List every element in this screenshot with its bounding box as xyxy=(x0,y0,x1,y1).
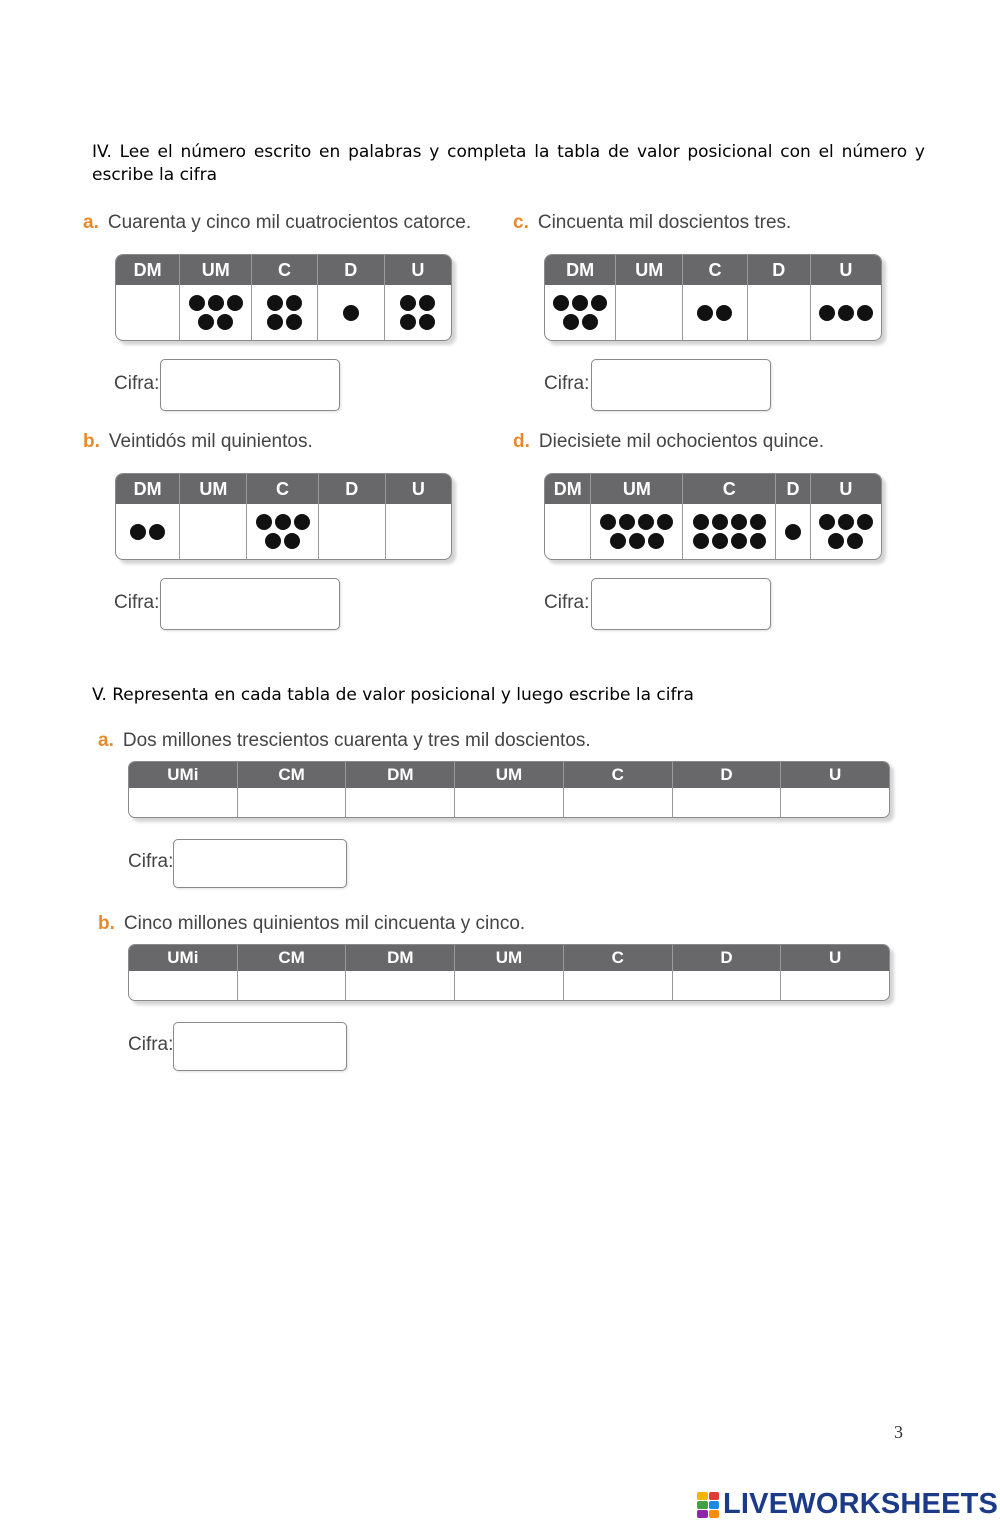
counter-dot xyxy=(629,533,645,549)
column-header: D xyxy=(318,255,384,285)
counter-dot xyxy=(419,314,435,330)
question-4b xyxy=(83,431,313,453)
cifra-label: Cifra: xyxy=(114,592,160,613)
counter-dot xyxy=(857,514,873,530)
answer-cell[interactable] xyxy=(781,971,889,1000)
counter-dot xyxy=(610,533,626,549)
counter-dot xyxy=(716,305,732,321)
answer-cell[interactable] xyxy=(455,971,563,1000)
cifra-answer-box-4b[interactable] xyxy=(160,578,340,630)
column-header: DM xyxy=(346,762,454,788)
counter-dot xyxy=(572,295,588,311)
column-header: UM xyxy=(180,474,246,504)
column-header: D xyxy=(776,474,810,504)
column-header: CM xyxy=(238,945,346,971)
question-letter: b. xyxy=(83,431,100,452)
question-letter: a. xyxy=(83,212,99,233)
logo-square xyxy=(697,1492,708,1500)
question-letter: d. xyxy=(513,431,530,452)
counter-dot xyxy=(265,533,281,549)
column-header: UMi xyxy=(129,945,237,971)
table-column xyxy=(247,474,318,559)
counter-dot xyxy=(130,524,146,540)
cifra-label: Cifra: xyxy=(128,851,174,872)
dot-cell xyxy=(318,285,384,340)
logo-square xyxy=(709,1492,720,1500)
table-column xyxy=(346,762,455,817)
dot-cell xyxy=(180,504,246,559)
table-column xyxy=(180,255,252,340)
question-letter: a. xyxy=(98,730,114,751)
counter-dot xyxy=(563,314,579,330)
table-column xyxy=(129,762,238,817)
question-text: Veintidós mil quinientos. xyxy=(108,431,313,452)
table-column xyxy=(116,474,180,559)
cifra-answer-box-4a[interactable] xyxy=(160,359,340,411)
dot-cell xyxy=(776,504,810,559)
table-column xyxy=(673,762,782,817)
column-header: C xyxy=(252,255,316,285)
place-value-table-4a xyxy=(115,254,452,341)
counter-dot xyxy=(400,295,416,311)
question-letter: c. xyxy=(513,212,529,233)
column-header: UM xyxy=(616,255,682,285)
column-header: DM xyxy=(116,474,179,504)
counter-dot xyxy=(286,295,302,311)
page-number: 3 xyxy=(894,1422,903,1442)
column-header: CM xyxy=(238,762,346,788)
counter-dot xyxy=(208,295,224,311)
answer-cell[interactable] xyxy=(346,971,454,1000)
column-header: D xyxy=(673,762,781,788)
table-column xyxy=(238,762,347,817)
table-column xyxy=(180,474,247,559)
counter-dot xyxy=(838,305,854,321)
answer-cell[interactable] xyxy=(455,788,563,817)
table-column xyxy=(673,945,782,1000)
question-4c xyxy=(513,212,791,234)
column-header: U xyxy=(386,474,451,504)
dot-cell xyxy=(116,285,179,340)
counter-dot xyxy=(189,295,205,311)
table-column xyxy=(385,255,451,340)
table-column xyxy=(683,255,747,340)
counter-dot xyxy=(697,305,713,321)
question-text: Diecisiete mil ochocientos quince. xyxy=(538,431,825,452)
section-5-instruction: V. Representa en cada tabla de valor posicional y luego escribe la cifra xyxy=(92,685,694,705)
section-4-instruction: IV. Lee el número escrito en palabras y completa la tabla de valor posicional con el número y escribe la cifra xyxy=(92,142,925,185)
table-column xyxy=(811,474,881,559)
column-header: C xyxy=(683,474,775,504)
column-header: DM xyxy=(346,945,454,971)
dot-cell xyxy=(385,285,451,340)
column-header: DM xyxy=(545,474,590,504)
question-text: Dos millones trescientos cuarenta y tres mil doscientos. xyxy=(122,730,591,751)
table-column xyxy=(776,474,811,559)
counter-dot xyxy=(693,533,709,549)
table-column xyxy=(455,945,564,1000)
table-column xyxy=(564,945,673,1000)
place-value-table-5b xyxy=(128,944,890,1001)
question-4d xyxy=(513,431,824,453)
dot-cell xyxy=(116,504,179,559)
answer-cell[interactable] xyxy=(564,788,672,817)
table-column xyxy=(319,474,386,559)
counter-dot xyxy=(217,314,233,330)
table-column xyxy=(386,474,451,559)
liveworksheets-logo xyxy=(697,1488,998,1521)
logo-square xyxy=(697,1501,708,1509)
answer-cell[interactable] xyxy=(781,788,889,817)
dot-cell xyxy=(252,285,316,340)
table-column xyxy=(252,255,317,340)
question-5a xyxy=(98,730,591,752)
column-header: DM xyxy=(545,255,615,285)
dot-cell xyxy=(545,285,615,340)
dot-cell xyxy=(247,504,317,559)
question-text: Cincuenta mil doscientos tres. xyxy=(537,212,792,233)
dot-cell xyxy=(180,285,251,340)
dot-cell xyxy=(811,504,881,559)
dot-cell xyxy=(386,504,451,559)
column-header: UM xyxy=(455,945,563,971)
cifra-label: Cifra: xyxy=(544,592,590,613)
cifra-answer-box-4d[interactable] xyxy=(591,578,771,630)
table-column xyxy=(346,945,455,1000)
column-header: UM xyxy=(591,474,682,504)
counter-dot xyxy=(591,295,607,311)
place-value-table-5a xyxy=(128,761,890,818)
logo-square xyxy=(709,1501,720,1509)
table-column xyxy=(318,255,385,340)
dot-cell xyxy=(748,285,810,340)
dot-cell xyxy=(319,504,385,559)
table-column xyxy=(811,255,881,340)
logo-text: LIVEWORKSHEETS xyxy=(723,1488,999,1520)
question-text: Cinco millones quinientos mil cincuenta y cinco. xyxy=(123,913,526,934)
column-header: UM xyxy=(180,255,251,285)
dot-cell xyxy=(683,504,775,559)
logo-square xyxy=(697,1510,708,1518)
counter-dot xyxy=(693,514,709,530)
counter-dot xyxy=(648,533,664,549)
table-column xyxy=(616,255,683,340)
place-value-table-4c xyxy=(544,254,882,341)
counter-dot xyxy=(267,295,283,311)
counter-dot xyxy=(785,524,801,540)
dot-cell xyxy=(683,285,746,340)
column-header: U xyxy=(811,255,881,285)
counter-dot xyxy=(657,514,673,530)
table-column xyxy=(781,945,889,1000)
counter-dot xyxy=(284,533,300,549)
cifra-answer-box-4c[interactable] xyxy=(591,359,771,411)
column-header: C xyxy=(683,255,746,285)
counter-dot xyxy=(838,514,854,530)
counter-dot xyxy=(750,514,766,530)
counter-dot xyxy=(198,314,214,330)
counter-dot xyxy=(819,514,835,530)
column-header: U xyxy=(781,945,889,971)
counter-dot xyxy=(149,524,165,540)
counter-dot xyxy=(857,305,873,321)
column-header: UM xyxy=(455,762,563,788)
table-column xyxy=(129,945,238,1000)
counter-dot xyxy=(731,514,747,530)
counter-dot xyxy=(294,514,310,530)
answer-cell[interactable] xyxy=(673,971,781,1000)
dot-cell xyxy=(616,285,682,340)
counter-dot xyxy=(712,514,728,530)
counter-dot xyxy=(638,514,654,530)
counter-dot xyxy=(400,314,416,330)
cifra-answer-box-5b[interactable] xyxy=(173,1022,347,1071)
counter-dot xyxy=(582,314,598,330)
counter-dot xyxy=(343,305,359,321)
counter-dot xyxy=(419,295,435,311)
column-header: D xyxy=(673,945,781,971)
counter-dot xyxy=(619,514,635,530)
column-header: D xyxy=(748,255,810,285)
table-column xyxy=(591,474,683,559)
column-header: U xyxy=(781,762,889,788)
counter-dot xyxy=(553,295,569,311)
table-column xyxy=(545,255,616,340)
table-column xyxy=(683,474,776,559)
question-5b xyxy=(98,913,525,935)
counter-dot xyxy=(828,533,844,549)
counter-dot xyxy=(227,295,243,311)
question-letter: b. xyxy=(98,913,115,934)
table-column xyxy=(238,945,347,1000)
cifra-label: Cifra: xyxy=(114,373,160,394)
logo-square xyxy=(709,1510,720,1518)
column-header: UMi xyxy=(129,762,237,788)
dot-cell xyxy=(545,504,590,559)
counter-dot xyxy=(819,305,835,321)
question-4a xyxy=(83,212,471,234)
place-value-table-4b xyxy=(115,473,452,560)
table-column xyxy=(545,474,591,559)
column-header: C xyxy=(247,474,317,504)
answer-cell[interactable] xyxy=(673,788,781,817)
counter-dot xyxy=(731,533,747,549)
column-header: C xyxy=(564,945,672,971)
dot-cell xyxy=(811,285,881,340)
counter-dot xyxy=(600,514,616,530)
table-column xyxy=(748,255,811,340)
column-header: DM xyxy=(116,255,179,285)
counter-dot xyxy=(750,533,766,549)
counter-dot xyxy=(847,533,863,549)
counter-dot xyxy=(712,533,728,549)
column-header: D xyxy=(319,474,385,504)
answer-cell[interactable] xyxy=(564,971,672,1000)
table-column xyxy=(116,255,180,340)
answer-cell[interactable] xyxy=(346,788,454,817)
counter-dot xyxy=(286,314,302,330)
cifra-answer-box-5a[interactable] xyxy=(173,839,347,888)
counter-dot xyxy=(256,514,272,530)
dot-cell xyxy=(591,504,682,559)
table-column xyxy=(781,762,889,817)
column-header: U xyxy=(811,474,881,504)
column-header: C xyxy=(564,762,672,788)
cifra-label: Cifra: xyxy=(128,1034,174,1055)
counter-dot xyxy=(267,314,283,330)
answer-cell[interactable] xyxy=(129,788,237,817)
place-value-table-4d xyxy=(544,473,882,560)
table-column xyxy=(455,762,564,817)
column-header: U xyxy=(385,255,451,285)
answer-cell[interactable] xyxy=(129,971,237,1000)
table-column xyxy=(564,762,673,817)
cifra-label: Cifra: xyxy=(544,373,590,394)
logo-grid-icon xyxy=(697,1492,719,1518)
answer-cell[interactable] xyxy=(238,971,346,1000)
answer-cell[interactable] xyxy=(238,788,346,817)
question-text: Cuarenta y cinco mil cuatrocientos catorce. xyxy=(107,212,472,233)
counter-dot xyxy=(275,514,291,530)
